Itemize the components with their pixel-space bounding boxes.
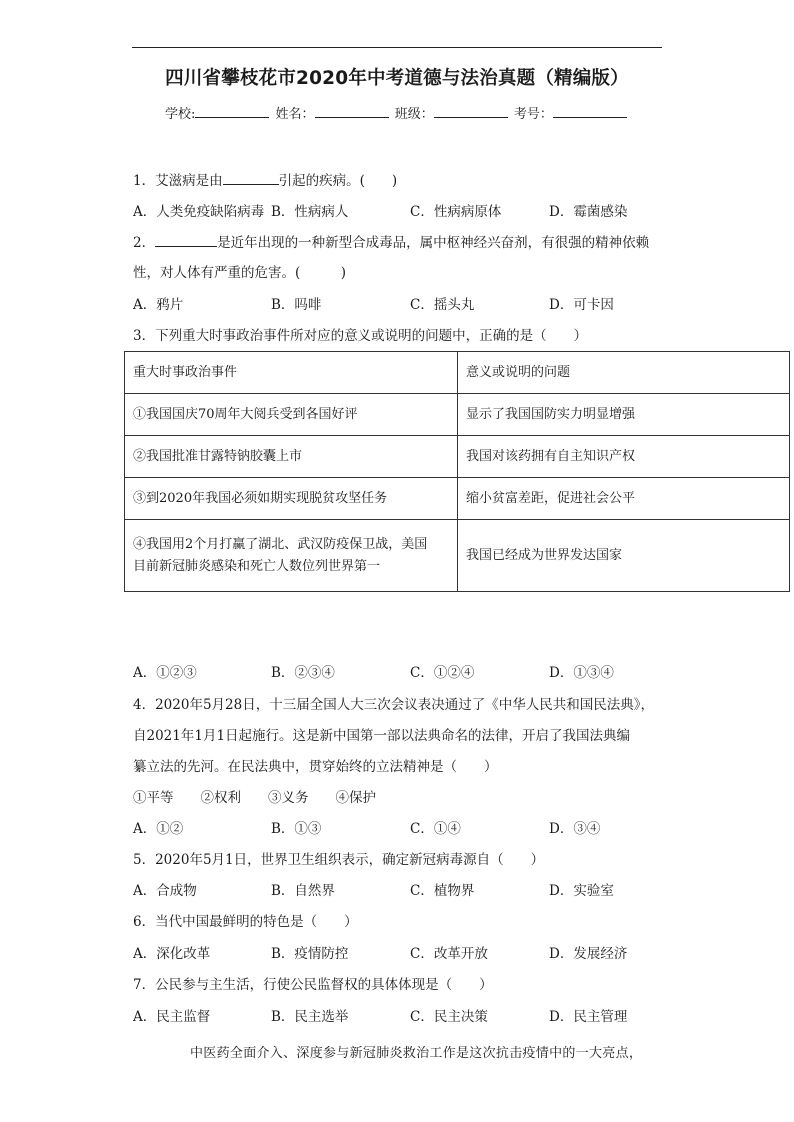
question-4-option-a[interactable]: A．①② [133,821,184,837]
table-cell: ①我国国庆70周年大阅兵受到各国好评 [125,394,458,436]
table-cell: ③到2020年我国必须如期实现脱贫攻坚任务 [125,478,458,520]
question-2-stem-part: 2． [133,235,156,251]
table-header-row [125,352,790,394]
question-4-stem-cont: 纂立法的先河。在民法典中，贯穿始终的立法精神是（ ） [133,759,498,775]
question-4-stem: 4．2020年5月28日，十三届全国人大三次会议表决通过了《中华人民共和国民法典》， [133,697,654,713]
question-6-stem: 6．当代中国最鲜明的特色是（ ） [133,914,358,930]
reading-passage: 中医药全面介入、深度参与新冠肺炎救治工作是这次抗击疫情中的一大亮点， [190,1046,643,1061]
table-row [125,478,790,520]
question-2-stem [133,234,649,252]
question-6-option-b[interactable]: B．疫情防控 [271,946,349,962]
question-2-option-d[interactable]: D．可卡因 [549,297,614,313]
page-title: 四川省攀枝花市2020年中考道德与法治真题（精编版） [165,68,629,89]
question-2-stem-cont: 性，对人体有严重的危害。( ) [133,265,347,281]
question-4-choices: ①平等 ②权利 ③义务 ④保护 [133,790,376,806]
question-4-option-c[interactable]: C．①④ [410,821,461,837]
question-5-option-c[interactable]: C．植物界 [410,883,475,899]
question-4-stem-cont: 自2021年1月1日起施行。这是新中国第一部以法典命名的法律，开启了我国法典编 [133,728,631,744]
question-1-stem-part: 1．艾滋病是由 [133,173,223,189]
question-1-option-b[interactable]: B．性病病人 [271,204,349,220]
table-cell: 缩小贫富差距，促进社会公平 [458,478,790,520]
exam-no-label: 考号： [513,107,553,122]
question-6-option-c[interactable]: C．改革开放 [410,946,488,962]
question-1-option-a[interactable]: A．人类免疫缺陷病毒 [133,204,265,220]
question-3-table [124,351,790,592]
question-7-option-d[interactable]: D．民主管理 [549,1009,628,1025]
question-1-blank[interactable] [223,172,279,185]
school-label: 学校: [165,107,196,122]
question-3-option-c[interactable]: C．①②④ [410,665,475,681]
table-cell: ②我国批准甘露特钠胶囊上市 [125,436,458,478]
header-rule [132,47,662,48]
question-7-option-a[interactable]: A．民主监督 [133,1009,211,1025]
question-4-option-b[interactable]: B．①③ [271,821,322,837]
table-cell-line: ④我国用2个月打赢了湖北、武汉防疫保卫战，美国 [133,536,428,552]
question-2-option-c[interactable]: C．摇头丸 [410,297,475,313]
question-6-option-a[interactable]: A．深化改革 [133,946,211,962]
table-row [125,520,790,592]
name-blank[interactable] [315,105,389,118]
question-1-option-c[interactable]: C．性病病原体 [410,204,502,220]
class-label: 班级： [394,107,434,122]
student-info-line [165,103,629,122]
school-blank[interactable] [195,105,269,118]
name-label: 姓名： [275,107,315,122]
question-2-option-b[interactable]: B．吗啡 [271,297,322,313]
exam-no-blank[interactable] [553,105,627,118]
question-1-stem-part: 引起的疾病。( ) [278,173,398,189]
table-row [125,394,790,436]
question-5-option-a[interactable]: A．合成物 [133,883,197,899]
table-cell [125,520,458,592]
table-cell-line: 目前新冠肺炎感染和死亡人数位列世界第一 [133,558,381,574]
table-header-cell: 意义或说明的问题 [458,352,790,394]
question-5-stem: 5．2020年5月1日，世界卫生组织表示，确定新冠病毒源自（ ） [133,852,545,868]
question-2-stem-part: 是近年出现的一种新型合成毒品，属中枢神经兴奋剂，有很强的精神依赖 [217,235,650,251]
table-header-cell: 重大时事政治事件 [125,352,458,394]
question-7-option-c[interactable]: C．民主决策 [410,1009,488,1025]
question-4-option-d[interactable]: D．③④ [549,821,601,837]
question-1-option-d[interactable]: D．霉菌感染 [549,204,628,220]
question-1-stem [133,172,397,190]
question-6-option-d[interactable]: D．发展经济 [549,946,628,962]
table-cell: 我国对该药拥有自主知识产权 [458,436,790,478]
question-3-option-d[interactable]: D．①③④ [549,665,614,681]
table-row [125,436,790,478]
table-cell: 我国已经成为世界发达国家 [458,520,790,592]
question-3-option-b[interactable]: B．②③④ [271,665,335,681]
question-2-blank[interactable] [155,234,217,247]
question-7-stem: 7．公民参与主生活，行使公民监督权的具体体现是（ ） [133,977,493,993]
table-cell: 显示了我国国防实力明显增强 [458,394,790,436]
question-5-option-d[interactable]: D．实验室 [549,883,614,899]
question-3-option-a[interactable]: A．①②③ [133,665,197,681]
question-3-stem: 3．下列重大时事政治事件所对应的意义或说明的问题中，正确的是（ ） [133,328,588,344]
question-5-option-b[interactable]: B．自然界 [271,883,335,899]
question-7-option-b[interactable]: B．民主选举 [271,1009,349,1025]
class-blank[interactable] [434,105,508,118]
question-2-option-a[interactable]: A．鸦片 [133,297,184,313]
